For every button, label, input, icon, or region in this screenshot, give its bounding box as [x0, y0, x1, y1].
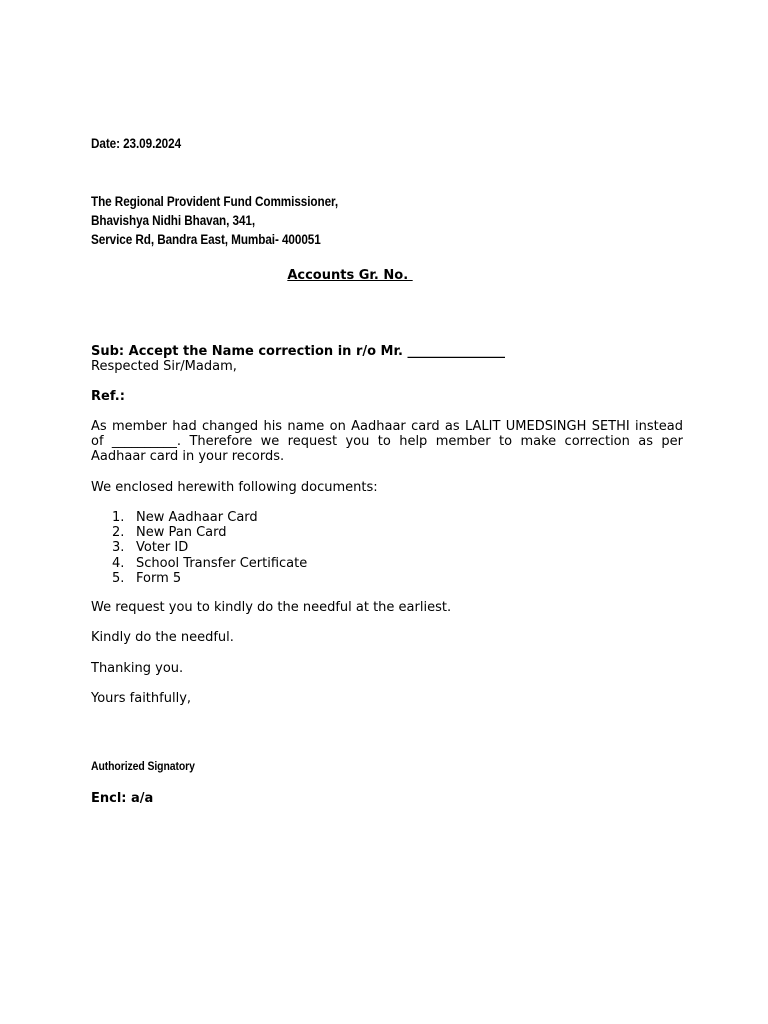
needful-line: Kindly do the needful. — [91, 630, 234, 645]
list-item-number: 4. — [112, 555, 125, 571]
list-item-text: Form 5 — [136, 570, 182, 586]
list-item-number: 3. — [112, 540, 125, 556]
documents-list — [112, 510, 307, 586]
recipient-line: Bhavishya Nidhi Bhavan, 341, — [91, 213, 256, 228]
list-item-number: 2. — [112, 525, 125, 541]
recipient-line: Service Rd, Bandra East, Mumbai- 400051 — [91, 232, 321, 247]
list-item-text: School Transfer Certificate — [136, 555, 308, 571]
salutation: Respected Sir/Madam, — [91, 359, 237, 374]
thanking-line: Thanking you. — [91, 661, 184, 676]
authorized-signatory: Authorized Signatory — [91, 759, 195, 773]
accounts-heading: Accounts Gr. No. — [287, 268, 413, 283]
list-item-text: New Pan Card — [136, 525, 227, 541]
enclosed-intro: We enclosed herewith following documents: — [91, 480, 378, 495]
recipient-address — [91, 192, 338, 249]
enclosure-note: Encl: a/a — [91, 791, 154, 806]
list-item-text: New Aadhaar Card — [136, 510, 258, 525]
list-item — [112, 571, 307, 586]
letter-date: Date: 23.09.2024 — [91, 136, 182, 151]
subject-line: Sub: Accept the Name correction in r/o Mr. _______________ — [91, 344, 506, 359]
closing-line: Yours faithfully, — [91, 691, 192, 706]
list-item-number: 1. — [112, 510, 125, 525]
list-item — [112, 525, 307, 540]
list-item — [112, 540, 307, 555]
list-item — [112, 510, 307, 525]
subject-block — [91, 314, 505, 434]
body-paragraph: As member had changed his name on Aadhaar card as LALIT UMEDSINGH SETHI instead of __________. Therefore we request you to help member to make correction as per Aadhaar card in your records. — [91, 419, 683, 464]
reference-line: Ref.: — [91, 389, 125, 404]
list-item — [112, 556, 307, 571]
list-item-text: Voter ID — [136, 540, 189, 556]
request-line: We request you to kindly do the needful at the earliest. — [91, 600, 452, 615]
list-item-number: 5. — [112, 570, 125, 586]
recipient-line: The Regional Provident Fund Commissioner, — [91, 194, 339, 209]
